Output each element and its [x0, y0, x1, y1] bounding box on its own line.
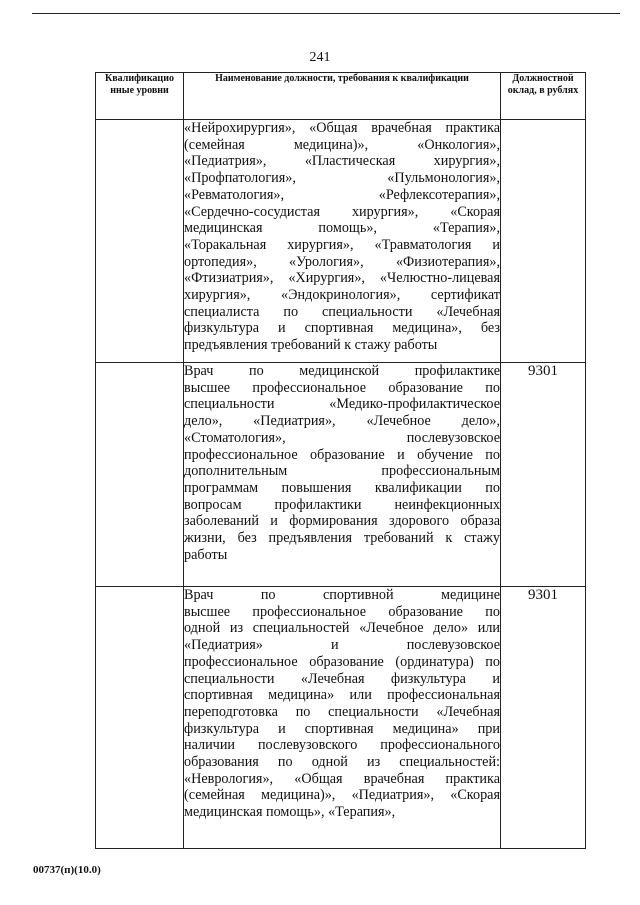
text-line: «Фтизиатрия», «Хирургия», «Челюстно-лицевая [184, 270, 500, 287]
text-line: специалиста по специальности «Лечебная [184, 303, 500, 320]
text-line: программам повышения квалификации по [184, 479, 500, 496]
text-line: физкультура и спортивная медицина», без [184, 320, 500, 337]
text-line: «Педиатрия» и послевузовское [184, 637, 500, 654]
text-line: (семейная медицина)», «Онкология», [184, 136, 500, 153]
text-line: специальности «Лечебная физкультура и [184, 670, 500, 687]
text-line: Врач по медицинской профилактике [184, 363, 500, 379]
text-line: физкультура и спортивная медицина» при [184, 720, 500, 737]
text-line: спортивная медицина» или профессиональная [184, 687, 500, 704]
text-line: заболеваний и формирования здорового образа [184, 513, 500, 530]
qualification-level-cell [96, 587, 184, 849]
header-qualification-levels: Квалификацио нные уровни [96, 73, 184, 120]
header-position-requirements: Наименование должности, требования к квалификации [184, 73, 501, 120]
document-code: 00737(п)(10.0) [33, 864, 101, 876]
text-line: высшее профессиональное образование по [184, 603, 500, 620]
salary-cell [501, 120, 586, 363]
text-line: предъявления требований к стажу работы [184, 337, 438, 354]
text-line: медицинская помощь», «Терапия», [184, 804, 396, 821]
text-line: «Ревматология», «Рефлексотерапия», [184, 186, 500, 203]
text-line: профессиональное образование (ординатура) по [184, 653, 500, 670]
text-line: Врач по спортивной медицине [184, 587, 500, 603]
text-line: «Сердечно-сосудистая хирургия», «Скорая [184, 203, 500, 220]
text-line: «Профпатология», «Пульмонология», [184, 170, 500, 187]
text-line: медицинская помощь», «Терапия», [184, 220, 500, 237]
text-line: одной из специальностей «Лечебное дело» или [184, 620, 500, 637]
table-header-row [96, 73, 586, 120]
text-line: переподготовка по специальности «Лечебная [184, 703, 500, 720]
header-salary: Должностной оклад, в рублях [501, 73, 586, 120]
text-line: жизни, без предъявления требований к стажу [184, 530, 500, 547]
text-line: вопросам профилактики неинфекционных [184, 496, 500, 513]
text-line: наличии послевузовского профессионального [184, 737, 500, 754]
text-line: «Нейрохирургия», «Общая врачебная практика [184, 120, 500, 136]
table-row [96, 120, 586, 363]
text-line: высшее профессиональное образование по [184, 379, 500, 396]
text-line: профессиональное образование и обучение по [184, 446, 500, 463]
text-line: «Торакальная хирургия», «Травматология и [184, 236, 500, 253]
text-line: (семейная медицина)», «Педиатрия», «Скорая [184, 787, 500, 804]
text-line: ортопедия», «Урология», «Физиотерапия», [184, 253, 500, 270]
text-line: хирургия», «Эндокринология», сертификат [184, 287, 500, 304]
requirements-cell [184, 587, 501, 849]
qualification-level-cell [96, 363, 184, 587]
text-line: «Неврология», «Общая врачебная практика [184, 770, 500, 787]
text-line: образования по одной из специальностей: [184, 754, 500, 771]
salary-cell: 9301 [501, 587, 586, 849]
qualification-table [95, 72, 586, 849]
requirements-cell [184, 363, 501, 587]
qualification-level-cell [96, 120, 184, 363]
text-line: специальности «Медико-профилактическое [184, 396, 500, 413]
table-row [96, 587, 586, 849]
table-row [96, 363, 586, 587]
text-line: «Педиатрия», «Пластическая хирургия», [184, 153, 500, 170]
text-line: дело», «Педиатрия», «Лечебное дело», [184, 413, 500, 430]
text-line: дополнительным профессиональным [184, 463, 500, 480]
requirements-cell [184, 120, 501, 363]
top-rule [32, 13, 620, 14]
salary-cell: 9301 [501, 363, 586, 587]
text-line: «Стоматология», послевузовское [184, 429, 500, 446]
page-number: 241 [309, 50, 331, 65]
text-line: работы [184, 546, 228, 563]
